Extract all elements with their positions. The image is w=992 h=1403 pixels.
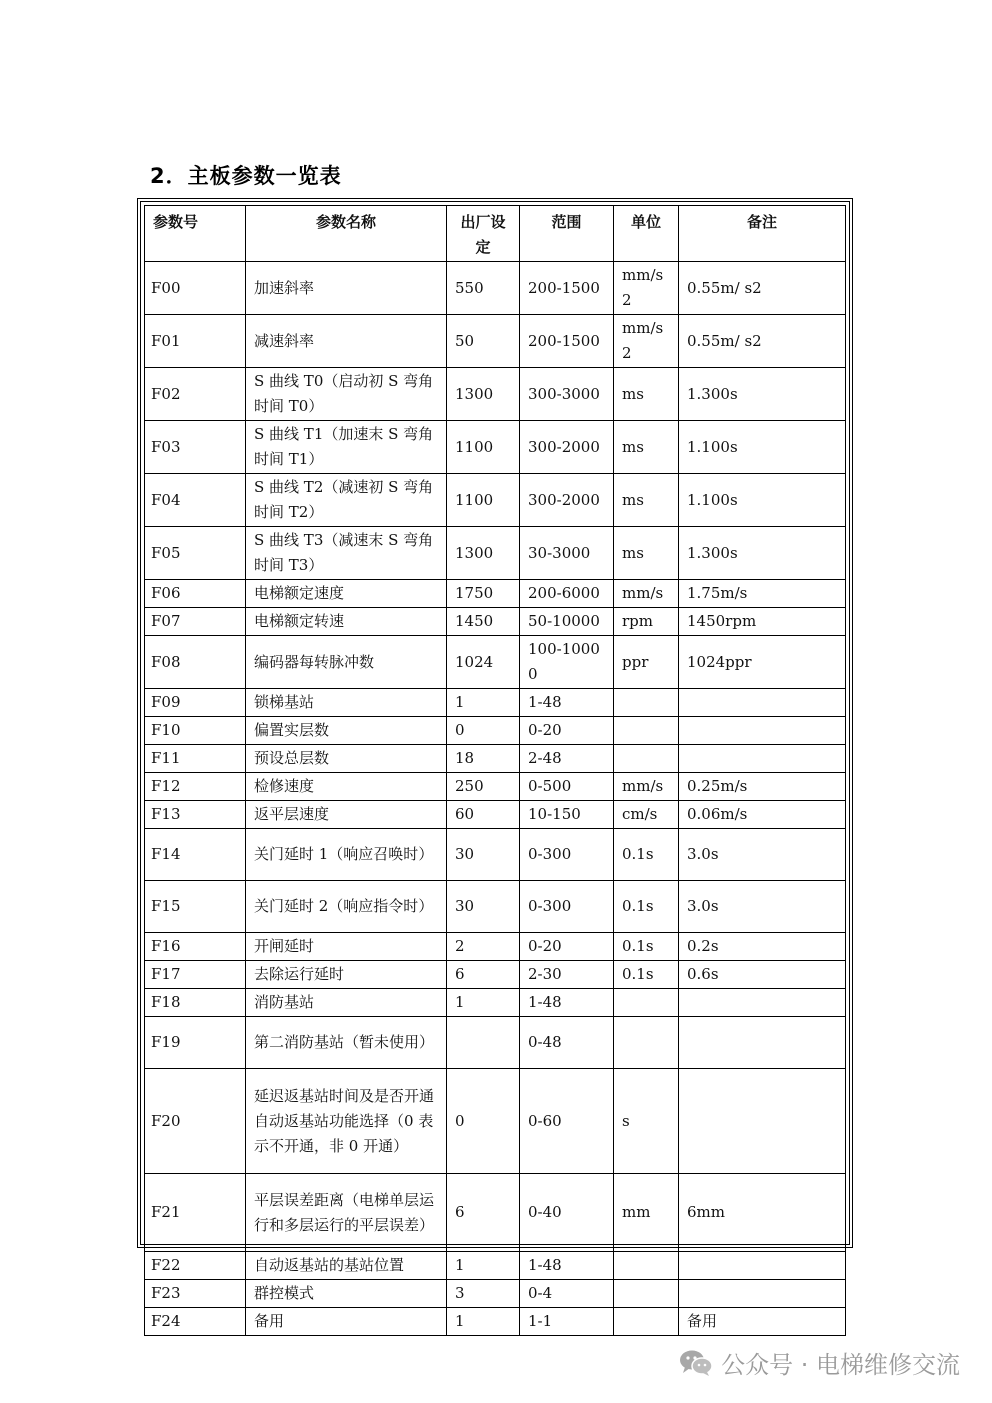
cell-code: F14: [145, 829, 246, 881]
watermark-text: 公众号 · 电梯维修交流: [721, 1351, 960, 1379]
cell-range: 2-48: [520, 745, 614, 773]
cell-name: 第二消防基站（暂未使用）: [246, 1017, 447, 1069]
watermark: [679, 1345, 960, 1380]
cell-code: F13: [145, 801, 246, 829]
cell-note: 6mm: [679, 1174, 846, 1252]
cell-range: 0-48: [520, 1017, 614, 1069]
cell-code: F12: [145, 773, 246, 801]
header-default: 出厂设定: [447, 206, 520, 262]
table-row: [145, 1017, 846, 1069]
table-row: [145, 801, 846, 829]
cell-default: 6: [447, 961, 520, 989]
cell-default: 1100: [447, 421, 520, 474]
table-row: [145, 474, 846, 527]
cell-code: F17: [145, 961, 246, 989]
table-row: [145, 717, 846, 745]
cell-default: 550: [447, 262, 520, 315]
cell-note: 1.100s: [679, 421, 846, 474]
cell-note: 1.300s: [679, 527, 846, 580]
cell-note: [679, 1252, 846, 1280]
cell-note: 0.2s: [679, 933, 846, 961]
header-note: 备注: [679, 206, 846, 262]
cell-unit: 0.1s: [614, 881, 679, 933]
cell-range: 200-1500: [520, 262, 614, 315]
cell-note: [679, 689, 846, 717]
table-row: [145, 1174, 846, 1252]
cell-name: 开闸延时: [246, 933, 447, 961]
cell-name: S 曲线 T3（减速末 S 弯角时间 T3）: [246, 527, 447, 580]
header-range: 范围: [520, 206, 614, 262]
cell-unit: [614, 717, 679, 745]
cell-default: 30: [447, 881, 520, 933]
table-row: [145, 636, 846, 689]
cell-unit: [614, 745, 679, 773]
cell-code: F19: [145, 1017, 246, 1069]
cell-range: 1-48: [520, 689, 614, 717]
header-name: 参数名称: [246, 206, 447, 262]
cell-code: F15: [145, 881, 246, 933]
cell-unit: mm/s2: [614, 315, 679, 368]
cell-name: 减速斜率: [246, 315, 447, 368]
cell-note: [679, 1017, 846, 1069]
cell-code: F05: [145, 527, 246, 580]
table-row: [145, 961, 846, 989]
table-row: [145, 315, 846, 368]
cell-code: F08: [145, 636, 246, 689]
cell-note: 1.75m/s: [679, 580, 846, 608]
cell-range: 300-3000: [520, 368, 614, 421]
cell-note: 3.0s: [679, 881, 846, 933]
cell-code: F06: [145, 580, 246, 608]
cell-range: 50-10000: [520, 608, 614, 636]
cell-name: 关门延时 1（响应召唤时）: [246, 829, 447, 881]
cell-name: S 曲线 T2（减速初 S 弯角时间 T2）: [246, 474, 447, 527]
table-row: [145, 421, 846, 474]
cell-name: 备用: [246, 1308, 447, 1336]
cell-unit: [614, 1017, 679, 1069]
cell-default: 0: [447, 717, 520, 745]
cell-name: 延迟返基站时间及是否开通自动返基站功能选择（0 表示不开通，非 0 开通）: [246, 1069, 447, 1174]
cell-name: 消防基站: [246, 989, 447, 1017]
cell-unit: mm/s2: [614, 262, 679, 315]
cell-range: 0-20: [520, 717, 614, 745]
cell-note: 0.25m/s: [679, 773, 846, 801]
cell-name: 自动返基站的基站位置: [246, 1252, 447, 1280]
cell-range: 0-300: [520, 881, 614, 933]
cell-default: 0: [447, 1069, 520, 1174]
cell-name: S 曲线 T1（加速末 S 弯角时间 T1）: [246, 421, 447, 474]
cell-default: [447, 1017, 520, 1069]
cell-code: F21: [145, 1174, 246, 1252]
cell-code: F02: [145, 368, 246, 421]
cell-name: 电梯额定速度: [246, 580, 447, 608]
cell-default: 50: [447, 315, 520, 368]
cell-default: 60: [447, 801, 520, 829]
cell-name: 锁梯基站: [246, 689, 447, 717]
table-row: [145, 1280, 846, 1308]
cell-code: F03: [145, 421, 246, 474]
table-header-row: [145, 206, 846, 262]
cell-note: [679, 717, 846, 745]
cell-code: F24: [145, 1308, 246, 1336]
cell-unit: [614, 989, 679, 1017]
cell-code: F16: [145, 933, 246, 961]
cell-default: 3: [447, 1280, 520, 1308]
cell-range: 0-300: [520, 829, 614, 881]
table-row: [145, 773, 846, 801]
cell-note: 备用: [679, 1308, 846, 1336]
parameter-table-frame: [137, 198, 853, 1330]
table-row: [145, 527, 846, 580]
table-row: [145, 745, 846, 773]
cell-default: 18: [447, 745, 520, 773]
cell-note: 0.55m/ s2: [679, 315, 846, 368]
cell-note: 1024ppr: [679, 636, 846, 689]
cell-name: 预设总层数: [246, 745, 447, 773]
cell-name: 群控模式: [246, 1280, 447, 1308]
cell-range: 1-48: [520, 989, 614, 1017]
cell-code: F10: [145, 717, 246, 745]
cell-default: 1750: [447, 580, 520, 608]
cell-name: 编码器每转脉冲数: [246, 636, 447, 689]
cell-range: 1-1: [520, 1308, 614, 1336]
cell-default: 1300: [447, 368, 520, 421]
cell-unit: 0.1s: [614, 961, 679, 989]
cell-name: 去除运行延时: [246, 961, 447, 989]
cell-unit: mm/s: [614, 773, 679, 801]
cell-default: 1100: [447, 474, 520, 527]
wechat-icon: [679, 1349, 713, 1377]
cell-unit: ms: [614, 527, 679, 580]
cell-default: 1: [447, 689, 520, 717]
cell-unit: ms: [614, 474, 679, 527]
cell-unit: [614, 1280, 679, 1308]
cell-name: 平层误差距离（电梯单层运行和多层运行的平层误差）: [246, 1174, 447, 1252]
cell-unit: 0.1s: [614, 933, 679, 961]
cell-range: 200-1500: [520, 315, 614, 368]
cell-range: 100-10000: [520, 636, 614, 689]
cell-name: 返平层速度: [246, 801, 447, 829]
cell-range: 0-4: [520, 1280, 614, 1308]
cell-default: 250: [447, 773, 520, 801]
cell-range: 0-60: [520, 1069, 614, 1174]
cell-unit: mm: [614, 1174, 679, 1252]
cell-note: 1.100s: [679, 474, 846, 527]
cell-note: [679, 989, 846, 1017]
cell-name: 偏置实层数: [246, 717, 447, 745]
cell-unit: cm/s: [614, 801, 679, 829]
table-row: [145, 368, 846, 421]
cell-unit: s: [614, 1069, 679, 1174]
cell-unit: rpm: [614, 608, 679, 636]
table-row: [145, 1308, 846, 1336]
table-row: [145, 881, 846, 933]
cell-default: 1450: [447, 608, 520, 636]
cell-name: 电梯额定转速: [246, 608, 447, 636]
cell-code: F09: [145, 689, 246, 717]
cell-code: F01: [145, 315, 246, 368]
cell-range: 0-20: [520, 933, 614, 961]
cell-default: 30: [447, 829, 520, 881]
cell-note: 0.6s: [679, 961, 846, 989]
cell-note: [679, 1069, 846, 1174]
cell-name: 加速斜率: [246, 262, 447, 315]
cell-default: 1024: [447, 636, 520, 689]
table-row: [145, 1069, 846, 1174]
cell-range: 10-150: [520, 801, 614, 829]
section-title: 2．主板参数一览表: [150, 164, 342, 188]
cell-unit: ppr: [614, 636, 679, 689]
cell-default: 1: [447, 1308, 520, 1336]
cell-code: F04: [145, 474, 246, 527]
cell-name: 检修速度: [246, 773, 447, 801]
cell-name: S 曲线 T0（启动初 S 弯角时间 T0）: [246, 368, 447, 421]
table-row: [145, 1252, 846, 1280]
cell-unit: [614, 1308, 679, 1336]
table-row: [145, 829, 846, 881]
cell-range: 300-2000: [520, 474, 614, 527]
cell-range: 0-40: [520, 1174, 614, 1252]
table-body: [145, 262, 846, 1336]
cell-code: F20: [145, 1069, 246, 1174]
cell-code: F22: [145, 1252, 246, 1280]
cell-range: 1-48: [520, 1252, 614, 1280]
cell-unit: [614, 689, 679, 717]
cell-note: [679, 745, 846, 773]
cell-code: F23: [145, 1280, 246, 1308]
cell-unit: ms: [614, 368, 679, 421]
cell-code: F07: [145, 608, 246, 636]
cell-note: 1450rpm: [679, 608, 846, 636]
header-unit: 单位: [614, 206, 679, 262]
cell-unit: mm/s: [614, 580, 679, 608]
cell-range: 200-6000: [520, 580, 614, 608]
table-row: [145, 262, 846, 315]
cell-range: 0-500: [520, 773, 614, 801]
cell-note: [679, 1280, 846, 1308]
table-row: [145, 580, 846, 608]
cell-code: F00: [145, 262, 246, 315]
parameter-table: [144, 205, 846, 1336]
cell-name: 关门延时 2（响应指令时）: [246, 881, 447, 933]
cell-range: 2-30: [520, 961, 614, 989]
cell-note: 0.06m/s: [679, 801, 846, 829]
cell-default: 2: [447, 933, 520, 961]
table-row: [145, 933, 846, 961]
cell-default: 1: [447, 989, 520, 1017]
cell-range: 300-2000: [520, 421, 614, 474]
cell-note: 0.55m/ s2: [679, 262, 846, 315]
cell-note: 1.300s: [679, 368, 846, 421]
cell-unit: [614, 1252, 679, 1280]
cell-code: F11: [145, 745, 246, 773]
cell-default: 6: [447, 1174, 520, 1252]
header-code: 参数号: [145, 206, 246, 262]
cell-code: F18: [145, 989, 246, 1017]
table-row: [145, 608, 846, 636]
cell-default: 1300: [447, 527, 520, 580]
cell-note: 3.0s: [679, 829, 846, 881]
cell-unit: 0.1s: [614, 829, 679, 881]
cell-default: 1: [447, 1252, 520, 1280]
cell-range: 30-3000: [520, 527, 614, 580]
cell-unit: ms: [614, 421, 679, 474]
table-row: [145, 689, 846, 717]
table-row: [145, 989, 846, 1017]
